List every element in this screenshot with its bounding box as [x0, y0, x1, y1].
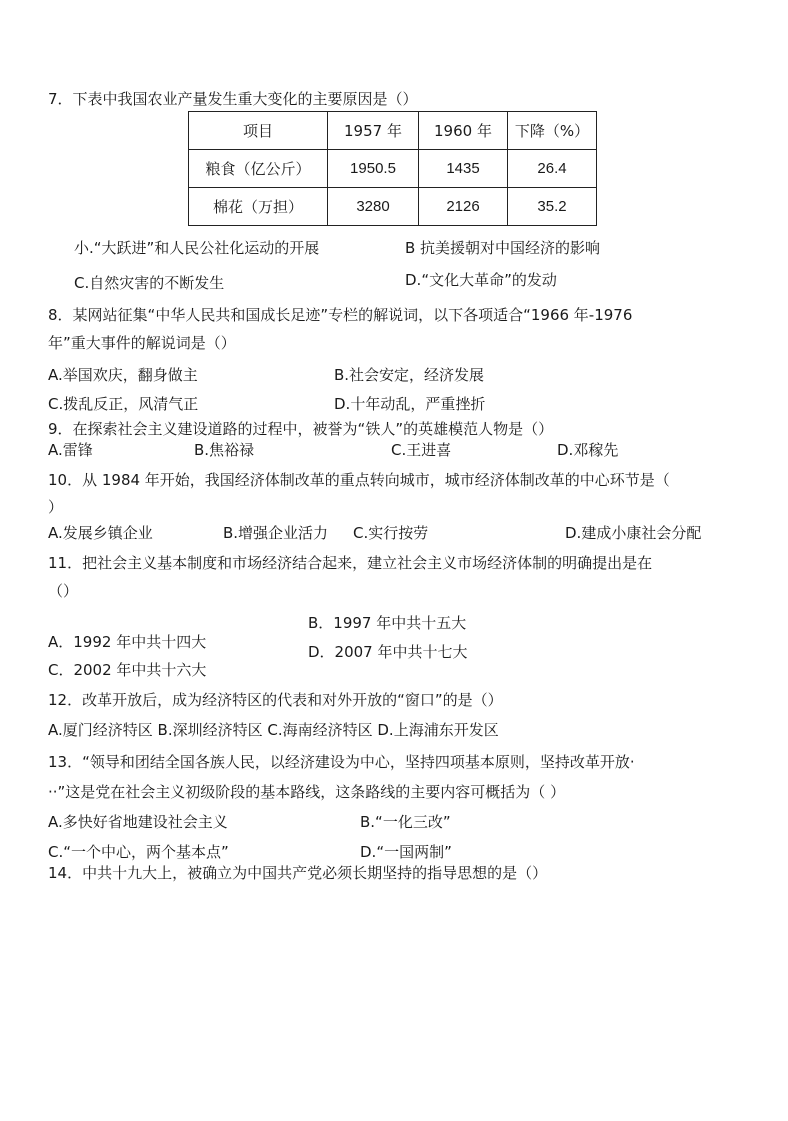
q9-option-b: B.焦裕禄 [194, 441, 255, 459]
q11-option-b: B．1997 年中共十五大 [308, 614, 467, 632]
q8-stem-line2: 年”重大事件的解说词是（） [48, 334, 236, 352]
q13-option-d: D.“一国两制” [360, 843, 452, 861]
table-cell: 棉花（万担） [189, 188, 328, 226]
q7-data-table [188, 111, 597, 226]
q13-option-c: C.“一个中心，两个基本点” [48, 843, 229, 861]
q11-option-a: A．1992 年中共十四大 [48, 633, 207, 651]
table-cell: 2126 [419, 188, 508, 226]
q13-stem-line2: ··”这是党在社会主义初级阶段的基本路线，这条路线的主要内容可概括为（ ） [48, 783, 566, 801]
table-cell: 35.2 [508, 188, 597, 226]
q11-stem-line1: 11．把社会主义基本制度和市场经济结合起来，建立社会主义市场经济体制的明确提出是在 [48, 554, 653, 572]
table-header-row [189, 112, 597, 150]
q11-option-d: D．2007 年中共十七大 [308, 643, 468, 661]
q12-stem: 12．改革开放后，成为经济特区的代表和对外开放的“窗口”的是（） [48, 691, 503, 709]
q9-option-a: A.雷锋 [48, 441, 93, 459]
q7-option-b: B 抗美援朝对中国经济的影响 [405, 239, 601, 257]
table-header-cell: 1960 年 [419, 112, 508, 150]
q9-stem: 9．在探索社会主义建设道路的过程中，被誉为“铁人”的英雄模范人物是（） [48, 420, 554, 438]
q11-stem-line2: （） [48, 582, 79, 600]
table-header-cell: 1957 年 [328, 112, 419, 150]
q7-option-a: 小.“大跃进”和人民公社化运动的开展 [74, 239, 320, 257]
q7-option-d: D.“文化大革命”的发动 [405, 271, 557, 289]
table-cell: 1950.5 [328, 150, 419, 188]
q13-stem-line1: 13．“领导和团结全国各族人民，以经济建设为中心，坚持四项基本原则，坚持改革开放· [48, 753, 635, 771]
q9-option-d: D.邓稼先 [557, 441, 619, 459]
q11-option-c: C．2002 年中共十六大 [48, 661, 207, 679]
q8-stem-line1: 8．某网站征集“中华人民共和国成长足迹”专栏的解说词，以下各项适合“1966 年-1976 [48, 306, 633, 324]
q8-option-b: B.社会安定，经济发展 [334, 366, 485, 384]
q10-stem-line1: 10．从 1984 年开始，我国经济体制改革的重点转向城市，城市经济体制改革的中心环节是（ [48, 471, 670, 489]
q10-option-b: B.增强企业活力 [223, 524, 329, 542]
table-cell: 粮食（亿公斤） [189, 150, 328, 188]
q13-option-a: A.多快好省地建设社会主义 [48, 813, 228, 831]
q8-option-c: C.拨乱反正，风清气正 [48, 395, 199, 413]
q10-option-d: D.建成小康社会分配 [565, 524, 702, 542]
q10-stem-line2: ） [48, 498, 64, 516]
q12-options: A.厦门经济特区 B.深圳经济特区 C.海南经济特区 D.上海浦东开发区 [48, 721, 499, 739]
q7-stem: 7．下表中我国农业产量发生重大变化的主要原因是（） [48, 90, 418, 108]
table-cell: 1435 [419, 150, 508, 188]
q13-option-b: B.“一化三改” [360, 813, 451, 831]
table-header-cell: 项目 [189, 112, 328, 150]
table-cell: 3280 [328, 188, 419, 226]
q7-option-c: C.自然灾害的不断发生 [74, 274, 225, 292]
q10-option-a: A.发展乡镇企业 [48, 524, 153, 542]
q10-option-c: C.实行按劳 [353, 524, 429, 542]
q9-option-c: C.王进喜 [391, 441, 452, 459]
q8-option-a: A.举国欢庆，翻身做主 [48, 366, 198, 384]
table-row [189, 188, 597, 226]
q14-stem: 14．中共十九大上，被确立为中国共产党必须长期坚持的指导思想的是（） [48, 864, 548, 882]
table-cell: 26.4 [508, 150, 597, 188]
q8-option-d: D.十年动乱，严重挫折 [334, 395, 486, 413]
table-header-cell: 下降（%） [508, 112, 597, 150]
table-row [189, 150, 597, 188]
